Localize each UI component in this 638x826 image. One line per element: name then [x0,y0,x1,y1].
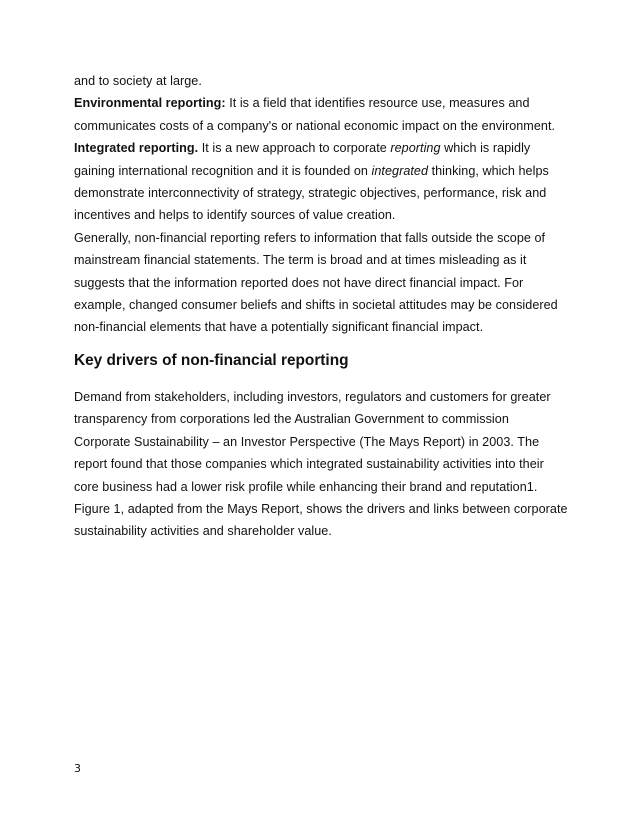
definition-text: which is rapidly [440,141,531,156]
text-line: incentives and helps to identify sources of value creation. [74,208,396,223]
emphasis-reporting: reporting [390,141,441,156]
text-line: Demand from stakeholders, including investors, regulators and customers for greater [74,389,551,404]
text-line: example, changed consumer beliefs and shifts in societal attitudes may be considered [74,298,558,313]
emphasis-integrated: integrated [371,163,429,178]
page-number: 3 [74,762,81,775]
text-line: Generally, non-financial reporting refers to information that falls outside the scope of [74,230,546,245]
line-text: thinking, which helps [428,163,549,178]
text-line [74,160,574,182]
text-line: demonstrate interconnectivity of strategy, strategic objectives, performance, risk and [74,186,547,201]
definition-text: It is a field that identifies resource use, measures and [225,96,530,111]
text-line: suggests that the information reported does not have direct financial impact. For [74,275,524,290]
page-content [74,70,574,543]
text-line: core business had a lower risk profile while enhancing their brand and reputation1. [74,479,538,494]
definition-environmental-reporting [74,92,574,114]
text-line: transparency from corporations led the Australian Government to commission [74,412,509,427]
text-line: and to society at large. [74,74,202,88]
term-environmental-reporting: Environmental reporting: [74,96,226,111]
definition-integrated-reporting [74,137,574,159]
text-line: non-financial elements that have a potentially significant financial impact. [74,320,484,335]
section-heading: Key drivers of non-financial reporting [74,351,349,369]
text-line: sustainability activities and shareholder value. [74,524,332,539]
text-line: Figure 1, adapted from the Mays Report, shows the drivers and links between corporate [74,501,568,516]
text-line: mainstream financial statements. The term is broad and at times misleading as it [74,253,527,268]
text-line: Corporate Sustainability – an Investor Perspective (The Mays Report) in 2003. The [74,434,540,449]
definition-text: It is a new approach to corporate [198,141,391,156]
term-integrated-reporting: Integrated reporting. [74,141,199,156]
text-line: report found that those companies which integrated sustainability activities into their [74,457,544,472]
line-text: gaining international recognition and it is founded on [74,163,372,178]
text-line: communicates costs of a company's or national economic impact on the environment. [74,118,556,133]
